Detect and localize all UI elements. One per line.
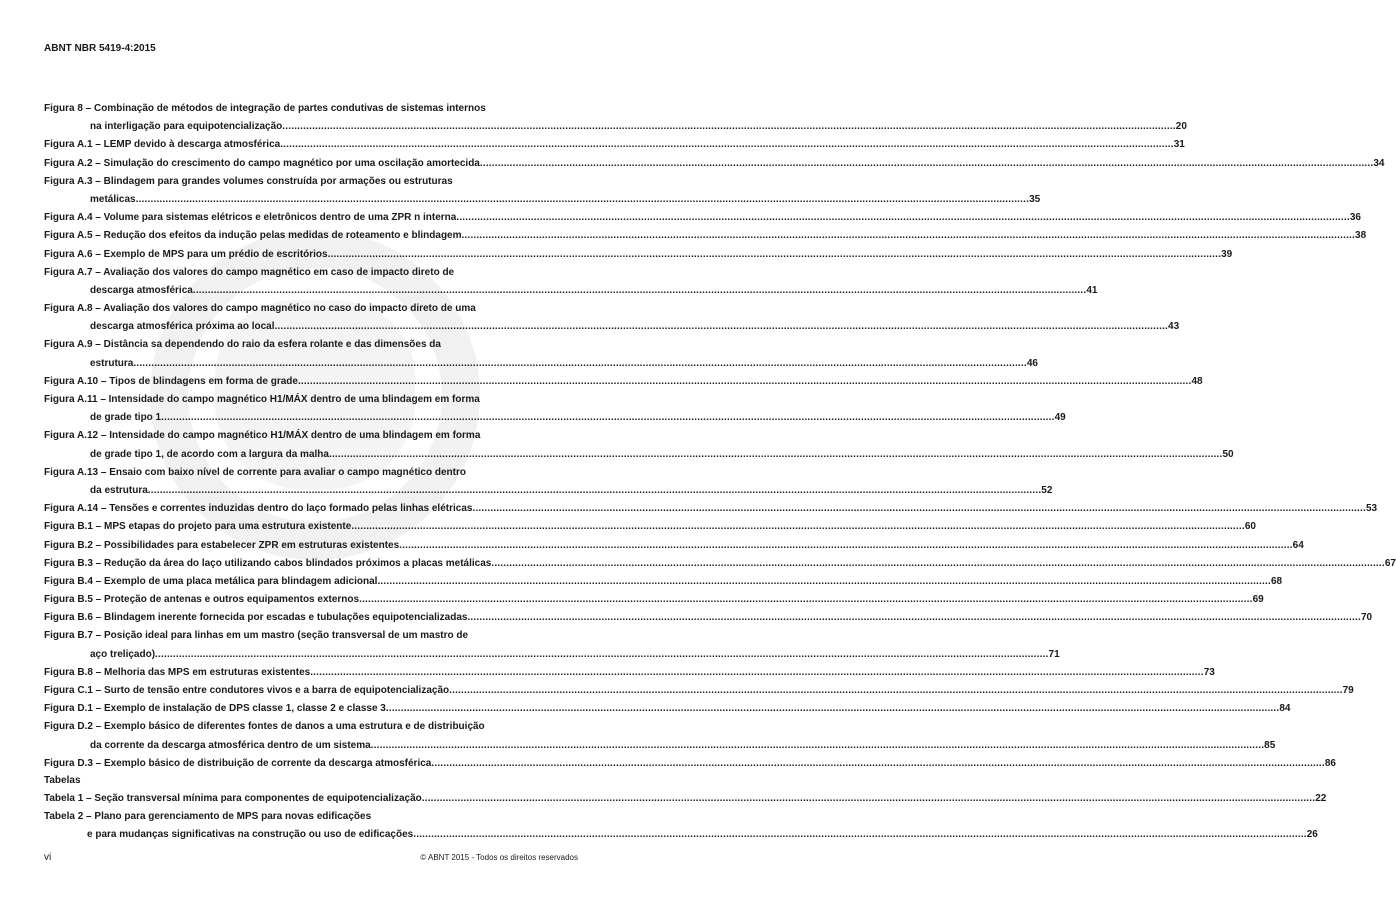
toc-page-number: 68: [1270, 575, 1283, 587]
toc-entry-line: [44, 155, 1385, 173]
toc-entry-line: [44, 100, 578, 118]
toc-entry-title: aço treliçado): [90, 648, 156, 660]
toc-leader-dots: ............................................................................................................................................................................................................................................................................................................: [461, 230, 1356, 242]
toc-entry-title: Figura B.3 – Redução da área do laço utilizando cabos blindados próximos a placas metálicas: [44, 557, 492, 569]
toc-entry-title: estrutura: [90, 357, 134, 369]
toc-entry-line: [44, 555, 1396, 573]
toc-entry-line: [44, 627, 578, 645]
toc-leader-dots: ............................................................................................................................................................................................................................................................................................................: [351, 521, 1245, 533]
toc-entry-line: [44, 209, 1361, 227]
toc-entry-title: descarga atmosférica: [90, 284, 193, 296]
toc-entry-line: [44, 355, 1038, 373]
tables-list: [44, 772, 1327, 845]
toc-leader-dots: ............................................................................................................................................................................................................................................................................................................: [421, 793, 1316, 804]
toc-entry-title: Figura A.2 – Simulação do crescimento do campo magnético por uma oscilação amortecida: [44, 157, 480, 169]
toc-leader-dots: ............................................................................................................................................................................................................................................................................................................: [370, 739, 1265, 751]
toc-entry-line: [44, 609, 1373, 627]
toc-entry-title: Figura D.1 – Exemplo de instalação de DPS classe 1, classe 2 e classe 3: [44, 703, 386, 715]
tables-heading: Tabelas: [44, 775, 81, 786]
toc-entry-title: Figura A.12 – Intensidade do campo magnético H1/MÁX dentro de uma blindagem em forma: [44, 430, 481, 442]
toc-entry-line: [44, 790, 1327, 808]
toc-entry-line: [44, 700, 1291, 718]
toc-entry-line: [44, 318, 1180, 336]
toc-entry-line: [44, 391, 578, 409]
toc-entry-line: [44, 826, 1318, 844]
toc-page-number: 79: [1342, 685, 1354, 696]
toc-entry-title: e para mudanças significativas na construção ou uso de edificações: [87, 829, 414, 841]
toc-leader-dots: ............................................................................................................................................................................................................................................................................................................: [161, 412, 1055, 424]
toc-entry-line: [44, 808, 578, 826]
toc-entry-line: [44, 755, 1336, 773]
toc-entry-title: Figura A.10 – Tipos de blindagens em forma de grade: [44, 375, 298, 387]
toc-entry-line: [44, 409, 1066, 427]
toc-entry-title: Figura A.6 – Exemplo de MPS para um prédio de escritórios: [44, 248, 328, 260]
toc-entry-title: Figura D.3 – Exemplo básico de distribuição de corrente da descarga atmosférica: [44, 757, 432, 769]
toc-page-number: 34: [1373, 157, 1385, 169]
toc-page-number: 69: [1252, 594, 1264, 606]
toc-leader-dots: ............................................................................................................................................................................................................................................................................................................: [147, 484, 1042, 496]
toc-leader-dots: ............................................................................................................................................................................................................................................................................................................: [327, 248, 1222, 260]
page-number: vi: [44, 852, 52, 863]
toc-entry-title: Figura B.7 – Posição ideal para linhas em um mastro (seção transversal de um mastro de: [44, 630, 469, 642]
toc-entry-title: Figura A.9 – Distância sa dependendo do raio da esfera rolante e das dimensões da: [44, 339, 441, 351]
tables-rows: [44, 790, 1327, 845]
toc-entry-title: Figura 8 – Combinação de métodos de integração de partes condutivas de sistemas internos: [44, 103, 486, 114]
toc-entry-line: [44, 427, 578, 445]
toc-leader-dots: ............................................................................................................................................................................................................................................................................................................: [274, 321, 1169, 333]
toc-page-number: 49: [1054, 412, 1066, 424]
toc-leader-dots: ............................................................................................................................................................................................................................................................................................................: [479, 157, 1374, 169]
toc-entry-title: Tabela 2 – Plano para gerenciamento de MPS para novas edificações: [44, 811, 372, 823]
toc-entry-line: [44, 664, 1215, 682]
toc-entry-title: Figura B.5 – Proteção de antenas e outros equipamentos externos: [44, 594, 360, 606]
toc-page-number: 64: [1292, 539, 1304, 551]
toc-entry-title: Figura A.5 – Redução dos efeitos da indução pelas medidas de roteamento e blindagem: [44, 230, 462, 242]
toc-entry-line: [44, 464, 578, 482]
toc-entry-line: [44, 646, 1060, 664]
toc-leader-dots: ............................................................................................................................................................................................................................................................................................................: [449, 685, 1343, 696]
toc-page-number: 48: [1191, 375, 1203, 387]
toc-page-number: 67: [1384, 557, 1396, 569]
toc-entry-title: Figura D.2 – Exemplo básico de diferentes fontes de danos a uma estrutura e de distribuição: [44, 721, 485, 733]
toc-entry-title: Figura A.7 – Avaliação dos valores do campo magnético em caso de impacto direto de: [44, 266, 455, 278]
toc-entry-line: [44, 264, 578, 282]
toc-page-number: 86: [1324, 757, 1336, 769]
toc-entry-title: Figura C.1 – Surto de tensão entre condutores vivos e a barra de equipotencialização: [44, 685, 450, 696]
toc-entry-title: Figura A.14 – Tensões e correntes induzidas dentro do laço formado pelas linhas elétricas: [44, 503, 473, 515]
toc-entry-title: de grade tipo 1: [90, 412, 162, 424]
toc-page-number: 50: [1222, 448, 1234, 460]
toc-entry-title: Tabela 1 – Seção transversal mínima para componentes de equipotencialização: [44, 793, 422, 804]
toc-entry-line: [44, 227, 1367, 245]
toc-entry-title: Figura A.8 – Avaliação dos valores do campo magnético no caso do impacto direto de uma: [44, 303, 476, 315]
toc-leader-dots: ............................................................................................................................................................................................................................................................................................................: [413, 829, 1307, 841]
toc-page-number: 38: [1355, 230, 1367, 242]
toc-page-number: 46: [1026, 357, 1038, 369]
toc-leader-dots: ............................................................................................................................................................................................................................................................................................................: [310, 666, 1204, 678]
toc-entry-title: na interligação para equipotencialização: [90, 121, 283, 133]
toc-entry-title: Figura A.13 – Ensaio com baixo nível de corrente para avaliar o campo magnético dentro: [44, 466, 466, 478]
toc-page-number: 71: [1048, 648, 1060, 660]
toc-page-number: 26: [1306, 829, 1318, 841]
toc-entry-line: [44, 173, 578, 191]
toc-entry-title: de grade tipo 1, de acordo com a largura da malha: [90, 448, 329, 460]
toc-entry-title: Figura B.2 – Possibilidades para estabelecer ZPR em estruturas existentes: [44, 539, 400, 551]
toc-leader-dots: ............................................................................................................................................................................................................................................................................................................: [385, 703, 1280, 715]
toc-page-number: 20: [1175, 121, 1187, 133]
toc-entry-title: Figura A.4 – Volume para sistemas elétricos e eletrônicos dentro de uma ZPR n interna: [44, 212, 457, 224]
toc-page-number: 35: [1029, 193, 1041, 205]
document-header: ABNT NBR 5419-4:2015: [44, 43, 156, 54]
toc-entry-line: [44, 518, 1256, 536]
toc-entry-title: Figura B.8 – Melhoria das MPS em estruturas existentes: [44, 666, 311, 678]
toc-entry-line: [44, 573, 1283, 591]
toc-entry-line: [44, 136, 1185, 154]
toc-entry-line: [44, 537, 1304, 555]
toc-entry-line: [44, 737, 1276, 755]
toc-page-number: 73: [1203, 666, 1215, 678]
toc-entry-line: [44, 118, 1187, 136]
toc-entry-line: [44, 718, 578, 736]
toc-leader-dots: ............................................................................................................................................................................................................................................................................................................: [328, 448, 1223, 460]
toc-entry-title: Figura A.3 – Blindagem para grandes volumes construída por armações ou estruturas: [44, 175, 453, 187]
toc-leader-dots: ............................................................................................................................................................................................................................................................................................................: [377, 575, 1271, 587]
toc-entry-line: [44, 191, 1041, 209]
copyright-notice: © ABNT 2015 - Todos os direitos reservados: [420, 853, 578, 862]
toc-leader-dots: ............................................................................................................................................................................................................................................................................................................: [456, 212, 1350, 224]
toc-leader-dots: ............................................................................................................................................................................................................................................................................................................: [133, 357, 1027, 369]
toc-leader-dots: ............................................................................................................................................................................................................................................................................................................: [297, 375, 1192, 387]
toc-leader-dots: ............................................................................................................................................................................................................................................................................................................: [467, 612, 1361, 624]
toc-page-number: 22: [1315, 793, 1327, 804]
toc-leader-dots: ............................................................................................................................................................................................................................................................................................................: [359, 594, 1253, 606]
toc-entry-title: da estrutura: [90, 484, 148, 496]
toc-page-number: 39: [1221, 248, 1233, 260]
toc-entry-title: Figura B.6 – Blindagem inerente fornecida por escadas e tubulações equipotencializadas: [44, 612, 468, 624]
toc-entry-line: [44, 682, 1354, 700]
toc-entry-line: [44, 373, 1203, 391]
toc-leader-dots: ............................................................................................................................................................................................................................................................................................................: [399, 539, 1293, 551]
toc-entry-title: Figura A.1 – LEMP devido à descarga atmosférica: [44, 139, 281, 151]
toc-entry-line: [44, 300, 578, 318]
toc-entry-title: metálicas: [90, 193, 136, 205]
toc-entry-line: [44, 591, 1264, 609]
toc-leader-dots: ............................................................................................................................................................................................................................................................................................................: [472, 503, 1366, 515]
toc-page-number: 31: [1173, 139, 1185, 151]
toc-entry-title: Figura B.1 – MPS etapas do projeto para uma estrutura existente: [44, 521, 352, 533]
toc-entry-title: Figura A.11 – Intensidade do campo magnético H1/MÁX dentro de uma blindagem em forma: [44, 394, 480, 405]
figures-list: [44, 100, 1396, 773]
toc-leader-dots: ............................................................................................................................................................................................................................................................................................................: [135, 193, 1030, 205]
toc-leader-dots: ............................................................................................................................................................................................................................................................................................................: [491, 557, 1385, 569]
toc-entry-line: [44, 482, 1053, 500]
toc-entry-line: [44, 446, 1234, 464]
toc-leader-dots: ............................................................................................................................................................................................................................................................................................................: [282, 121, 1176, 133]
toc-leader-dots: ............................................................................................................................................................................................................................................................................................................: [192, 284, 1087, 296]
toc-entry-title: descarga atmosférica próxima ao local: [90, 321, 275, 333]
toc-entry-title: da corrente da descarga atmosférica dentro de um sistema: [90, 739, 371, 751]
toc-entry-line: [44, 500, 1378, 518]
toc-page-number: 53: [1365, 503, 1378, 515]
toc-page-number: 41: [1086, 284, 1098, 296]
toc-page-number: 84: [1279, 703, 1291, 715]
toc-leader-dots: ............................................................................................................................................................................................................................................................................................................: [155, 648, 1049, 660]
toc-entry-line: [44, 246, 1233, 264]
toc-page-number: 43: [1168, 321, 1180, 333]
toc-page-number: 60: [1244, 521, 1256, 533]
toc-entry-line: [44, 282, 1098, 300]
toc-page-number: 36: [1349, 212, 1361, 224]
toc-leader-dots: ............................................................................................................................................................................................................................................................................................................: [431, 757, 1325, 769]
toc-entry-line: [44, 336, 578, 354]
toc-entry-title: Figura B.4 – Exemplo de uma placa metálica para blindagem adicional: [44, 575, 378, 587]
toc-page-number: 85: [1264, 739, 1276, 751]
toc-page-number: 52: [1041, 484, 1053, 496]
toc-leader-dots: ............................................................................................................................................................................................................................................................................................................: [280, 139, 1174, 151]
toc-page-number: 70: [1360, 612, 1373, 624]
